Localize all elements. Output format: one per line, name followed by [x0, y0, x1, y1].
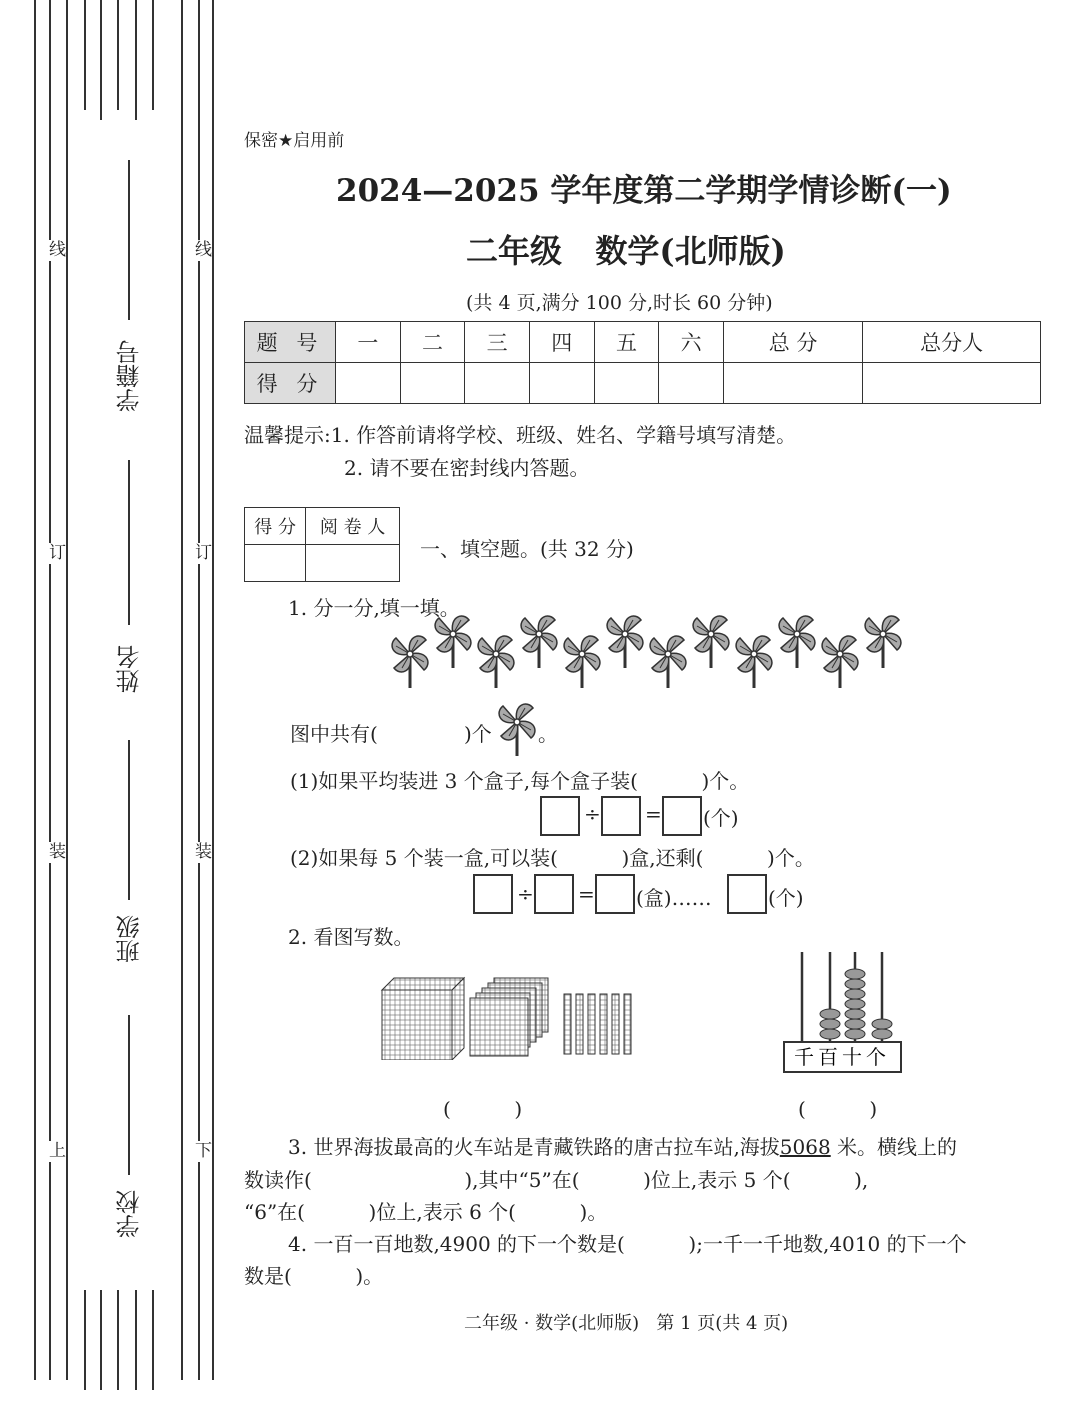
score-cell[interactable] [336, 363, 401, 404]
seal-label-xian: 线 [49, 240, 66, 260]
pinwheel [564, 636, 600, 688]
q3-line-2: 数读作( ),其中“5”在( )位上,表示 5 个( ), [244, 1168, 869, 1192]
school-field[interactable] [128, 1015, 130, 1175]
score-cell[interactable] [529, 363, 594, 404]
eq2-box-1[interactable] [473, 874, 513, 914]
seal-label-xian-inner: 线 [195, 240, 212, 260]
q3-line-1 [288, 1131, 957, 1160]
student-id-label: 学籍号 [116, 340, 144, 412]
q3-line-3: “6”在( )位上,表示 6 个( )。 [244, 1200, 608, 1224]
eq1-unit: (个) [703, 806, 739, 830]
eq2-unit-1: (盒)…… [636, 886, 712, 910]
eq2-div: ÷ [517, 882, 534, 906]
pinwheel [478, 636, 514, 688]
abacus-bead [872, 1019, 892, 1029]
eq1-box-3[interactable] [662, 796, 702, 836]
eq2-box-2[interactable] [534, 874, 574, 914]
q4-line-2: 数是( )。 [244, 1264, 384, 1288]
section-1-title: 一、填空题。(共 32 分) [420, 537, 634, 561]
score-cell[interactable] [465, 363, 530, 404]
pinwheel [736, 636, 772, 688]
page-footer: 二年级 · 数学(北师版) 第 1 页(共 4 页) [464, 1313, 789, 1334]
school-label: 学校 [116, 1190, 144, 1238]
pinwheel [435, 616, 471, 668]
base-ten-blocks [380, 970, 640, 1060]
eq1-box-1[interactable] [540, 796, 580, 836]
abacus-bead [845, 1009, 865, 1019]
score-cell[interactable] [400, 363, 465, 404]
abacus-bead [845, 999, 865, 1009]
q1-sub1: (1)如果平均装进 3 个盒子,每个盒子装( )个。 [290, 769, 750, 793]
score-cell[interactable] [594, 363, 659, 404]
abacus-bead [820, 1019, 840, 1029]
pinwheel [392, 636, 428, 688]
abacus-bead [845, 1029, 865, 1039]
tip-line-1: 温馨提示:1. 作答前请将学校、班级、姓名、学籍号填写清楚。 [244, 423, 797, 447]
pinwheel [650, 636, 686, 688]
q1-sub2: (2)如果每 5 个装一盒,可以装( )盒,还剩( )个。 [290, 846, 815, 870]
pinwheel [521, 616, 557, 668]
seal-label-ding-inner: 订 [195, 543, 212, 563]
confidential-mark: 保密★启用前 [244, 131, 345, 151]
q3-text-a: 3. 世界海拔最高的火车站是青藏铁路的唐古拉车站,海拔 [288, 1135, 780, 1159]
name-label: 姓名 [116, 645, 144, 693]
student-id-field[interactable] [128, 160, 130, 320]
seal-label-zhuang-inner: 装 [195, 842, 212, 862]
seal-label-zhuang: 装 [49, 842, 66, 862]
eq1-eq: = [645, 802, 662, 826]
grader-reviewer-cell[interactable] [306, 545, 400, 582]
seal-label-shang: 上 [49, 1141, 66, 1161]
exam-title: 2024—2025 学年度第二学期学情诊断(一) [336, 173, 952, 209]
score-cell[interactable] [863, 363, 1041, 404]
abacus-bead [845, 969, 865, 979]
score-col-total: 总 分 [723, 322, 862, 363]
abacus-bead [845, 979, 865, 989]
pinwheel [607, 616, 643, 668]
seal-label-ding: 订 [49, 543, 66, 563]
abacus-bead [820, 1029, 840, 1039]
eq2-box-3[interactable] [595, 874, 635, 914]
score-row-label: 得 分 [245, 363, 336, 404]
score-table [244, 321, 1041, 404]
pinwheel-icon [498, 702, 538, 756]
q2-answer-right[interactable]: ( ) [798, 1097, 878, 1121]
grader-score-label: 得 分 [245, 508, 306, 545]
abacus-bead [845, 989, 865, 999]
exam-subtitle: 二年级 数学(北师版) [466, 232, 786, 270]
eq2-unit-2: (个) [768, 886, 804, 910]
q3-text-c: 米。横线上的 [830, 1135, 958, 1159]
score-col-6: 六 [659, 322, 724, 363]
q1-total-period: 。 [538, 722, 558, 746]
eq1-box-2[interactable] [601, 796, 641, 836]
score-cell[interactable] [723, 363, 862, 404]
q2-prompt: 2. 看图写数。 [288, 925, 414, 949]
class-label: 班级 [116, 915, 144, 963]
grader-score-cell[interactable] [245, 545, 306, 582]
seal-label-xia-inner: 下 [195, 1141, 212, 1161]
q4-line-1: 4. 一百一百地数,4900 的下一个数是( );一千一千地数,4010 的下一个 [288, 1232, 967, 1256]
eq2-box-4[interactable] [727, 874, 767, 914]
score-col-4: 四 [529, 322, 594, 363]
name-field[interactable] [128, 460, 130, 625]
abacus [780, 950, 905, 1075]
abacus-bead [820, 1009, 840, 1019]
score-col-1: 一 [336, 322, 401, 363]
tip-line-2: 2. 请不要在密封线内答题。 [344, 456, 590, 480]
score-table-header: 题 号 [245, 322, 336, 363]
abacus-labels: 千百十个 [794, 1045, 890, 1069]
hundred-flats [470, 978, 548, 1056]
score-col-2: 二 [400, 322, 465, 363]
score-col-grader: 总分人 [863, 322, 1041, 363]
class-field[interactable] [128, 740, 130, 900]
score-cell[interactable] [659, 363, 724, 404]
eq2-eq: = [578, 882, 595, 906]
pinwheel [693, 616, 729, 668]
q2-answer-left[interactable]: ( ) [443, 1097, 523, 1121]
q1-prompt: 1. 分一分,填一填。 [288, 596, 460, 620]
q1-total-end: )个 [464, 722, 492, 746]
pinwheel [779, 616, 815, 668]
abacus-bead [872, 1029, 892, 1039]
exam-info: (共 4 页,满分 100 分,时长 60 分钟) [466, 292, 773, 314]
ten-rods [564, 994, 631, 1054]
pinwheel-group [380, 612, 910, 696]
abacus-bead [845, 1019, 865, 1029]
q1-total-start: 图中共有( [290, 722, 378, 746]
grader-box [244, 507, 400, 582]
q3-altitude: 5068 [779, 1135, 831, 1159]
pinwheel [822, 636, 858, 688]
thousand-cube [382, 978, 464, 1060]
score-col-5: 五 [594, 322, 659, 363]
pinwheel [865, 616, 901, 668]
score-col-3: 三 [465, 322, 530, 363]
eq1-div: ÷ [584, 802, 601, 826]
grader-reviewer-label: 阅 卷 人 [306, 508, 400, 545]
